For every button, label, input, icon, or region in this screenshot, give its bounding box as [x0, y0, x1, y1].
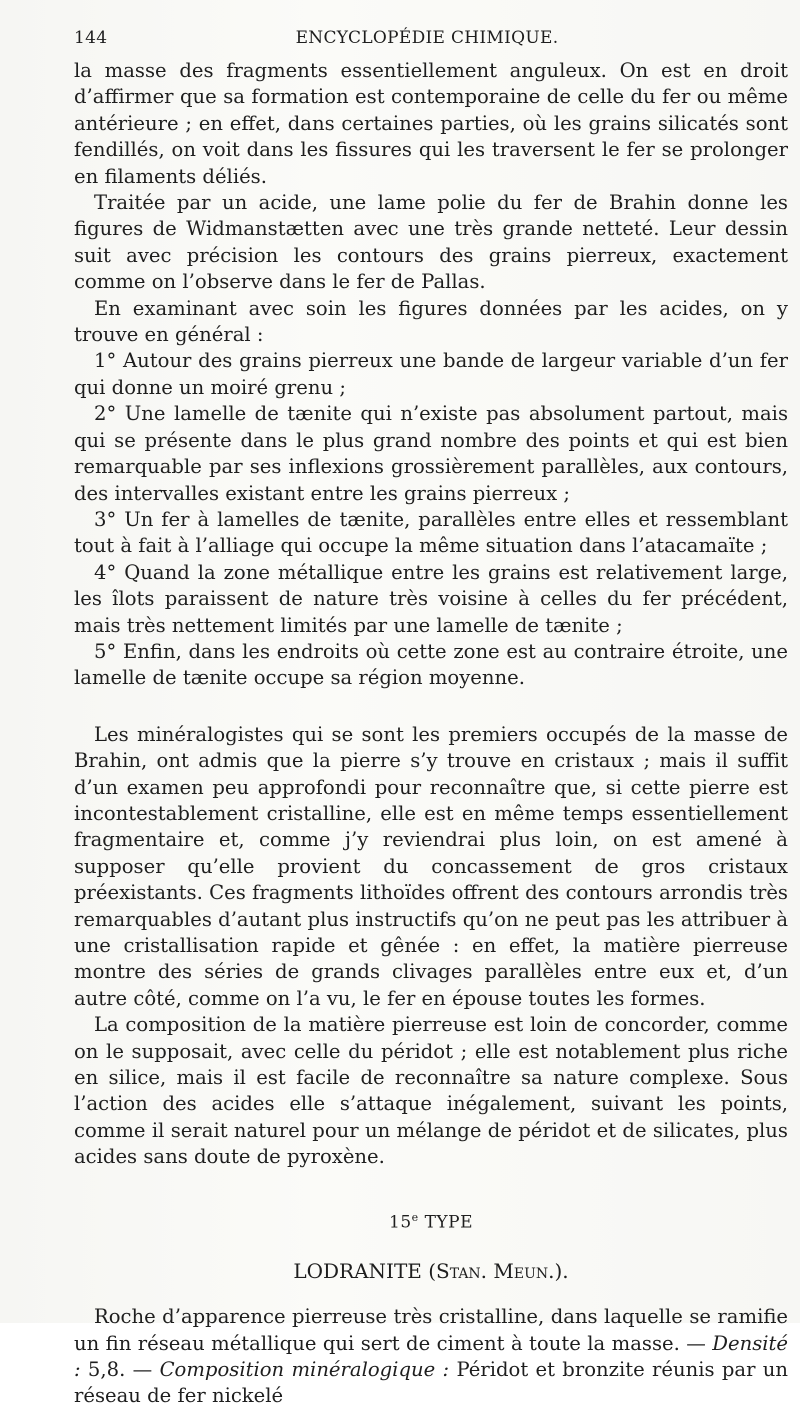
paragraph-brahin-etching: Traitée par un acide, une lame polie du fer de Brahin donne les figures de Widmanstætten avec une très grande netteté. Leur dessin suit avec précision les contours des grains pierreux, exactement comme on l’observe dans le fer de Pallas. — [74, 191, 788, 294]
list-item-2: 2° Une lamelle de tænite qui n’existe pas absolument partout, mais qui se présente dans le plus grand nombre des points et qui est bien remarquable par ses inflexions grossièrement parallèles, aux contours, des intervalles existant entre les grains pierreux ; — [74, 402, 788, 505]
list-item-1: 1° Autour des grains pierreux une bande de largeur variable d’un fer qui donne un moiré grenu ; — [74, 349, 788, 399]
body-text — [74, 58, 788, 1410]
density-value: 5,8. — — [80, 1357, 160, 1381]
paragraph-lodranite — [74, 1304, 788, 1410]
page-number: 144 — [74, 28, 108, 48]
page-header — [74, 28, 780, 52]
paragraph-figures-intro: En examinant avec soin les figures données par les acides, on y trouve en général : — [74, 296, 788, 347]
section-title-name: LODRANITE — [293, 1258, 422, 1283]
lodranite-description: Roche d’apparence pierreuse très cristalline, dans laquelle se ramifie un fin réseau métallique qui sert de ciment à toute la masse. — — [74, 1305, 788, 1355]
paragraph-composition: La composition de la matière pierreuse est loin de concorder, comme on le supposait, avec celle du péridot ; elle est notablement plus riche en silice, mais il est facile de reconnaître sa nature complexe. Sous l’action des acides elle s’attaque inégalement, suivant les points, comme il serait naturel pour un mélange de péridot et de silicates, plus acides sans doute de pyroxène. — [74, 1013, 788, 1169]
type-label: TYPE — [424, 1212, 473, 1233]
composition-label: Composition minéralogique : — [159, 1357, 450, 1381]
list-item-3: 3° Un fer à lamelles de tænite, parallèles entre elles et ressemblant tout à fait à l’alliage qui occupe la même situation dans l’atacamaïte ; — [74, 507, 788, 558]
section-title-author: (Stan. Meun.). — [428, 1258, 569, 1283]
density-label: Densité : — [74, 1331, 788, 1381]
type-number: 15 — [389, 1212, 412, 1233]
section-title — [74, 1258, 788, 1284]
running-title: ENCYCLOPÉDIE CHIMIQUE. — [295, 28, 559, 48]
type-superscript: e — [411, 1210, 419, 1224]
paragraph-continuation: la masse des fragments essentiellement anguleux. On est en droit d’affirmer que sa formation est contemporaine de celle du fer ou même antérieure ; en effet, dans certaines parties, où les grains silicatés sont fendillés, on voit dans les fissures qui les traversent le fer se prolonger en filaments déliés. — [74, 59, 788, 188]
type-heading — [74, 1205, 788, 1236]
composition-text: Péridot et bronzite réunis par un réseau de fer nickelé — [74, 1357, 789, 1408]
paragraph-mineralogists: Les minéralogistes qui se sont les premiers occupés de la masse de Brahin, ont admis que la pierre s’y trouve en cristaux ; mais il suffit d’un examen peu approfondi pour reconnaître que, si cette pierre est incontestablement cristalline, elle est en même temps essentiellement fragmentaire et, comme j’y reviendrai plus loin, on est amené à supposer qu’elle provient du concassement de gros cristaux préexistants. Ces fragments lithoïdes offrent des contours arrondis très remarquables d’autant plus instructifs qu’on ne peut pas les attribuer à une cristallisation rapide et gênée : en effet, la matière pierreuse montre des séries de grands clivages parallèles entre eux et, d’un autre côté, comme on l’a vu, le fer en épouse toutes les formes. — [74, 722, 788, 1010]
list-item-4: 4° Quand la zone métallique entre les grains est relativement large, les îlots paraissent de nature très voisine à celles du fer précédent, mais très nettement limités par une lamelle de tænite ; — [74, 560, 788, 637]
list-item-5: 5° Enfin, dans les endroits où cette zone est au contraire étroite, une lamelle de tænite occupe sa région moyenne. — [74, 639, 788, 690]
